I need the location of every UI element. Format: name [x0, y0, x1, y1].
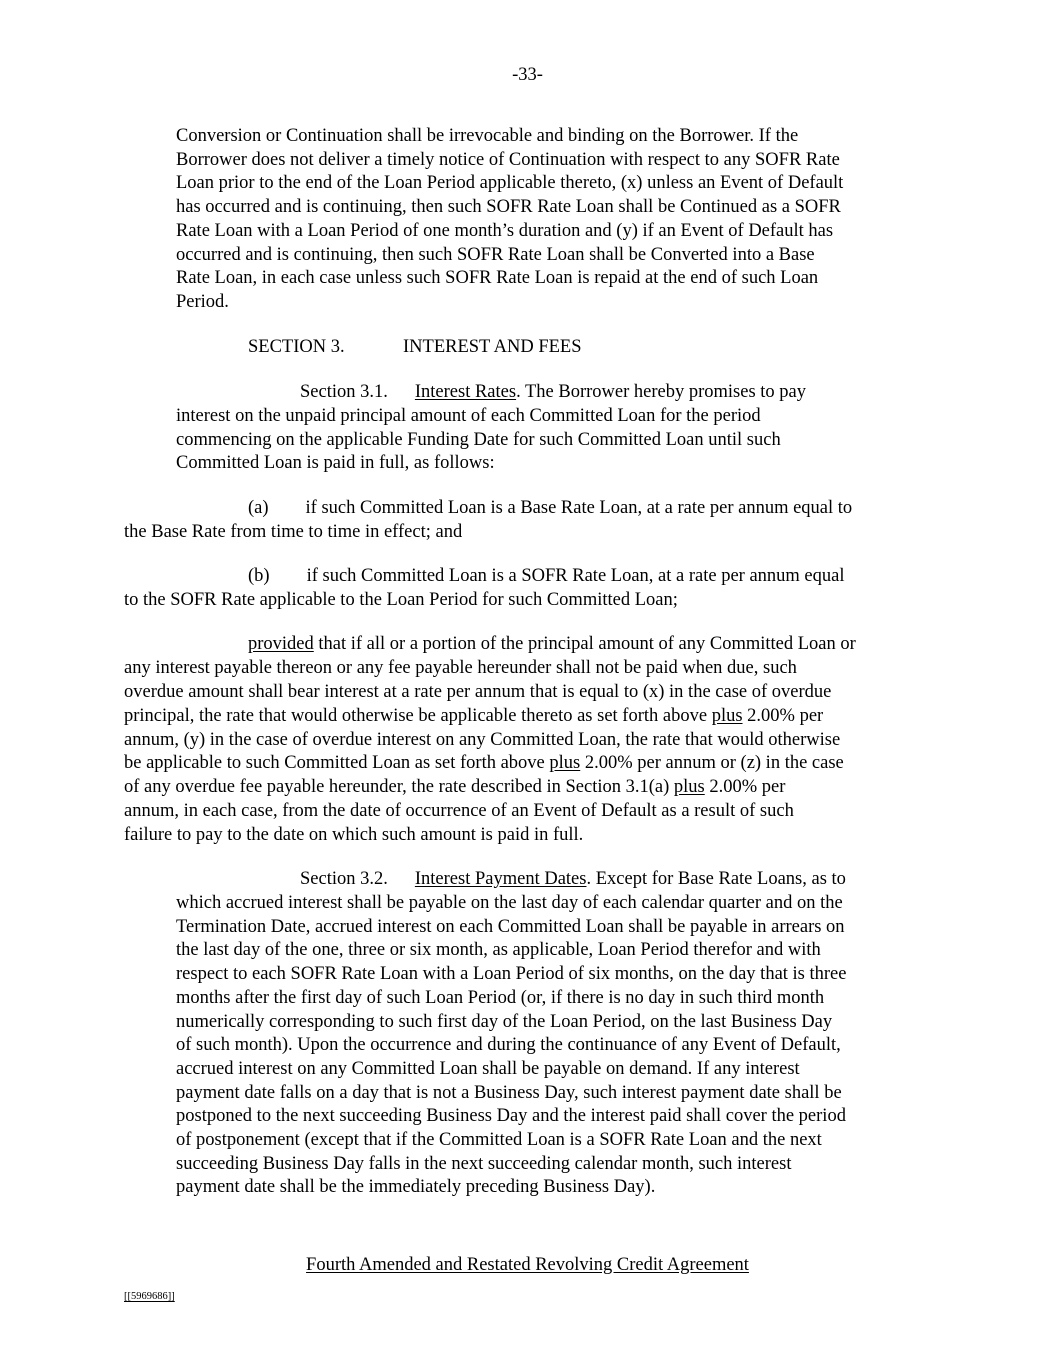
page-number: -33-	[512, 65, 543, 85]
proviso-line-6	[124, 752, 844, 776]
item-b-text: if such Committed Loan is a SOFR Rate Loan, at a rate per annum equal	[306, 566, 845, 586]
section-3-label: SECTION 3.	[248, 337, 345, 357]
proviso-line-4-text: principal, the rate that would otherwise be applicable thereto as set forth above	[124, 706, 712, 726]
proviso-line-6-text: be applicable to such Committed Loan as set forth above	[124, 753, 550, 773]
footer-title-text: Fourth Amended and Restated Revolving Credit Agreement	[306, 1255, 749, 1275]
proviso-line-3: overdue amount shall bear interest at a rate per annum that is equal to (x) in the case of overdue	[124, 682, 832, 702]
item-a-text: if such Committed Loan is a Base Rate Loan, at a rate per annum equal to	[305, 498, 853, 518]
proviso-line-9: failure to pay to the date on which such amount is paid in full.	[124, 825, 584, 845]
document-id-text: [[5969686]]	[124, 1291, 175, 1302]
item-b-continuation: to the SOFR Rate applicable to the Loan Period for such Committed Loan;	[124, 590, 678, 610]
document-id	[124, 1290, 175, 1303]
proviso-line-7-end: 2.00% per	[704, 777, 786, 797]
section-3-title: INTEREST AND FEES	[403, 337, 582, 357]
item-a-first-line	[248, 497, 852, 521]
proviso-line-8: annum, in each case, from the date of occurrence of an Event of Default as a result of such	[124, 801, 794, 821]
section-3-2-body: which accrued interest shall be payable on the last day of each calendar quarter and on the Termination Date, accrued interest on each Committed Loan shall be payable in arrears on the last day of the one, three or six month, as applicable, Loan Period therefor and with respect to each SOFR Rate Loan with a Loan Period of six months, on the day that is three months after the first day of such Loan Period (or, if there is no day in such third month numerically corresponding to such first day of the Loan Period, on the last Business Day of such month). Upon the occurrence and during the continuance of any Event of Default, accrued interest on any Committed Loan shall be payable on demand. If any interest payment date falls on a day that is not a Business Day, such interest payment date shall be postponed to the next succeeding Business Day and the interest paid shall cover the period of postponement (except that if the Committed Loan is a SOFR Rate Loan and the next succeeding Business Day falls in the next succeeding calendar month, such interest payment date shall be the immediately preceding Business Day).	[176, 893, 847, 1198]
section-3-2-heading: Interest Payment Dates	[414, 869, 587, 889]
plus-term: plus	[711, 706, 743, 726]
proviso-line-2: any interest payable thereon or any fee payable hereunder shall not be paid when due, such	[124, 658, 797, 678]
proviso-line-7	[124, 776, 785, 800]
item-b-label: (b)	[248, 566, 270, 586]
item-b-first-line	[248, 565, 845, 589]
proviso-line-6-end: 2.00% per annum or (z) in the case	[580, 753, 844, 773]
proviso-line-4	[124, 705, 823, 729]
proviso-lead: provided	[248, 634, 314, 654]
proviso-line-7-text: of any overdue fee payable hereunder, the rate described in Section 3.1(a)	[124, 777, 674, 797]
proviso-line-4-end: 2.00% per	[742, 706, 824, 726]
proviso-first-line	[248, 633, 856, 657]
footer-agreement-title	[0, 1254, 1055, 1278]
section-3-1-label: Section 3.1.	[300, 382, 388, 402]
continuation-paragraph: Conversion or Continuation shall be irrevocable and binding on the Borrower. If the Borrower does not deliver a timely notice of Continuation with respect to any SOFR Rate Loan prior to the end of the Loan Period applicable thereto, (x) unless an Event of Default has occurred and is continuing, then such SOFR Rate Loan shall be Continued as a SOFR Rate Loan with a Loan Period of one month’s duration and (y) if an Event of Default has occurred and is continuing, then such SOFR Rate Loan shall be Converted into a Base Rate Loan, in each case unless such SOFR Rate Loan is repaid at the end of such Loan Period.	[176, 126, 844, 312]
section-3-1-first-line-text: . The Borrower hereby promises to pay	[516, 382, 807, 402]
section-3-2-first-line	[300, 868, 846, 892]
section-3-1-heading: Interest Rates	[414, 382, 517, 402]
proviso-first-line-text: that if all or a portion of the principal amount of any Committed Loan or	[313, 634, 856, 654]
section-3-1-first-line	[300, 381, 806, 405]
item-a-label: (a)	[248, 498, 269, 518]
plus-term: plus	[673, 777, 705, 797]
proviso-line-5: annum, (y) in the case of overdue interest on any Committed Loan, the rate that would otherwise	[124, 730, 841, 750]
section-3-2-first-line-text: . Except for Base Rate Loans, as to	[586, 869, 846, 889]
section-3-1-body: interest on the unpaid principal amount of each Committed Loan for the period commencing on the applicable Funding Date for such Committed Loan until such Committed Loan is paid in full, as follows:	[176, 406, 781, 474]
plus-term: plus	[549, 753, 581, 773]
item-a-continuation: the Base Rate from time to time in effect; and	[124, 522, 463, 542]
section-3-2-label: Section 3.2.	[300, 869, 388, 889]
